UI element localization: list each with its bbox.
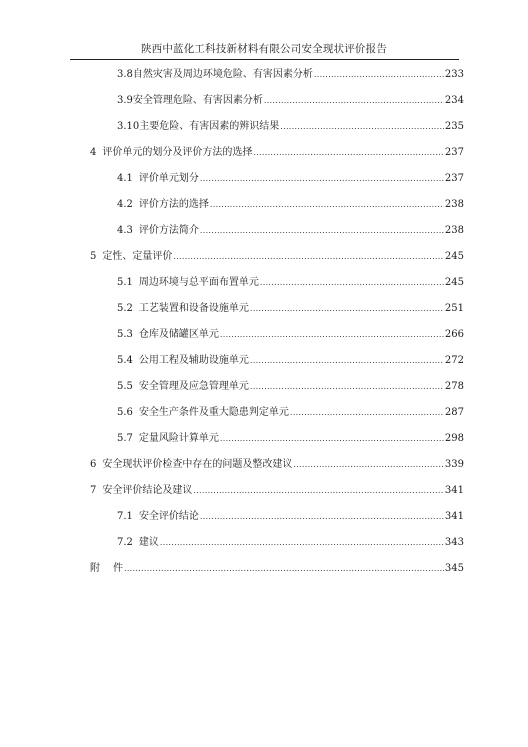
- toc-dot-leader: [250, 354, 444, 368]
- toc-dot-leader: [260, 276, 444, 290]
- toc-entry-page: 251: [444, 303, 464, 314]
- toc-entry-title: 评价方法简介: [138, 225, 199, 236]
- toc-entry-page: 272: [444, 355, 464, 366]
- toc-entry-number: 3.10: [117, 121, 140, 132]
- toc-dot-leader: [280, 120, 444, 134]
- toc-entry-4-1[interactable]: [117, 172, 464, 186]
- toc-entry-number: 5.6: [117, 407, 133, 418]
- toc-entry-page: 245: [444, 277, 464, 288]
- toc-entry-title: 工艺装置和设备设施单元: [138, 303, 249, 314]
- toc-entry-5-2[interactable]: [117, 302, 464, 316]
- toc-entry-number: 7: [90, 485, 97, 496]
- toc-entry-page: 287: [444, 407, 464, 418]
- toc-entry-number: 5.1: [117, 277, 133, 288]
- toc-entry-number: 3.8: [117, 69, 133, 80]
- toc-entry-title: 自然灾害及周边环境危险、有害因素分析: [132, 69, 313, 80]
- toc-dot-leader: [250, 302, 444, 316]
- toc-entry-number: 5.4: [117, 355, 133, 366]
- toc-entry-number: 5.5: [117, 381, 133, 392]
- toc-entry-title: 安全评价结论及建议: [102, 485, 193, 496]
- toc-entry-page: 245: [444, 251, 464, 262]
- toc-entry-5-7[interactable]: [117, 432, 464, 446]
- toc-entry-5-4[interactable]: [117, 354, 464, 368]
- toc-entry-title: 定量风险计算单元: [138, 433, 219, 444]
- toc-entry-appendix[interactable]: [90, 562, 464, 576]
- toc-entry-page: 234: [444, 95, 464, 106]
- toc-entry-page: 237: [444, 147, 464, 158]
- toc-entry-number: 3.9: [117, 95, 133, 106]
- toc-entry-number: 6: [90, 459, 97, 470]
- toc-entry-page: 343: [444, 537, 464, 548]
- toc-dot-leader: [253, 146, 444, 160]
- toc-entry-4-2[interactable]: [117, 198, 464, 212]
- toc-dot-leader: [264, 94, 444, 108]
- toc-entry-number: 7.2: [117, 537, 133, 548]
- toc-entry-5-6[interactable]: [117, 406, 464, 420]
- toc-entry-number: 5.3: [117, 329, 133, 340]
- toc-dot-leader: [290, 406, 444, 420]
- toc-dot-leader: [173, 250, 444, 264]
- toc-entry-7-2[interactable]: [117, 536, 464, 550]
- toc-entry-title: 建议: [138, 537, 159, 548]
- toc-entry-4[interactable]: [90, 146, 464, 160]
- toc-dot-leader: [160, 536, 444, 550]
- toc-entry-3-10[interactable]: [117, 120, 464, 134]
- toc-entry-number: 5: [90, 251, 97, 262]
- toc-entry-number: 4.3: [117, 225, 133, 236]
- toc-entry-page: 238: [444, 199, 464, 210]
- toc-entry-page: 298: [444, 433, 464, 444]
- toc-entry-page: 237: [444, 173, 464, 184]
- toc-entry-title: 评价单元划分: [138, 173, 199, 184]
- toc-entry-number: 5.2: [117, 303, 133, 314]
- toc-dot-leader: [200, 224, 444, 238]
- toc-entry-title: 安全评价结论: [138, 511, 199, 522]
- toc-dot-leader: [200, 510, 444, 524]
- toc-entry-title: 评价单元的划分及评价方法的选择: [102, 147, 253, 158]
- toc-entry-title: 安全管理及应急管理单元: [138, 381, 249, 392]
- toc-entry-3-8[interactable]: [117, 68, 464, 82]
- toc-dot-leader: [293, 458, 444, 472]
- toc-entry-title: 主要危险、有害因素的辨识结果: [139, 121, 280, 132]
- toc-entry-page: 341: [444, 485, 464, 496]
- toc-entry-number: 7.1: [117, 511, 133, 522]
- toc-entry-title: 安全生产条件及重大隐患判定单元: [138, 407, 289, 418]
- toc-dot-leader: [200, 172, 444, 186]
- toc-entry-number: 4: [90, 147, 97, 158]
- toc-entry-title: 评价方法的选择: [138, 199, 209, 210]
- toc-entry-7-1[interactable]: [117, 510, 464, 524]
- toc-dot-leader: [314, 68, 444, 82]
- toc-entry-3-9[interactable]: [117, 94, 464, 108]
- toc-entry-6[interactable]: [90, 458, 464, 472]
- toc-entry-5-5[interactable]: [117, 380, 464, 394]
- toc-dot-leader: [124, 562, 444, 576]
- toc-entry-title: 件: [113, 563, 123, 574]
- toc-entry-number: 4.2: [117, 199, 133, 210]
- toc-entry-title: 周边环境与总平面布置单元: [138, 277, 259, 288]
- toc-entry-4-3[interactable]: [117, 224, 464, 238]
- toc-entry-title: 定性、定量评价: [102, 251, 173, 262]
- toc-entry-number: 5.7: [117, 433, 133, 444]
- toc-entry-number: 附: [90, 563, 100, 574]
- toc-dot-leader: [220, 328, 444, 342]
- toc-entry-page: 235: [444, 121, 464, 132]
- toc-entry-5-3[interactable]: [117, 328, 464, 342]
- toc-entry-title: 仓库及储罐区单元: [138, 329, 219, 340]
- toc-entry-5-1[interactable]: [117, 276, 464, 290]
- toc-entry-title: 公用工程及辅助设施单元: [138, 355, 249, 366]
- toc-entry-page: 341: [444, 511, 464, 522]
- toc-dot-leader: [193, 484, 444, 498]
- toc-entry-5[interactable]: [90, 250, 464, 264]
- toc-dot-leader: [250, 380, 444, 394]
- toc-entry-page: 233: [444, 69, 464, 80]
- page-header: 陕西中蓝化工科技新材料有限公司安全现状评价报告: [140, 43, 388, 55]
- toc-entry-page: 339: [444, 459, 464, 470]
- toc-entry-7[interactable]: [90, 484, 464, 498]
- toc-entry-title: 安全管理危险、有害因素分析: [132, 95, 263, 106]
- toc-dot-leader: [220, 432, 444, 446]
- toc-entry-page: 238: [444, 225, 464, 236]
- toc-entry-title: 安全现状评价检查中存在的问题及整改建议: [102, 459, 293, 470]
- toc-entry-page: 278: [444, 381, 464, 392]
- toc-entry-number: 4.1: [117, 173, 133, 184]
- toc-entry-page: 266: [444, 329, 464, 340]
- toc-dot-leader: [210, 198, 444, 212]
- toc-entry-page: 345: [444, 563, 464, 574]
